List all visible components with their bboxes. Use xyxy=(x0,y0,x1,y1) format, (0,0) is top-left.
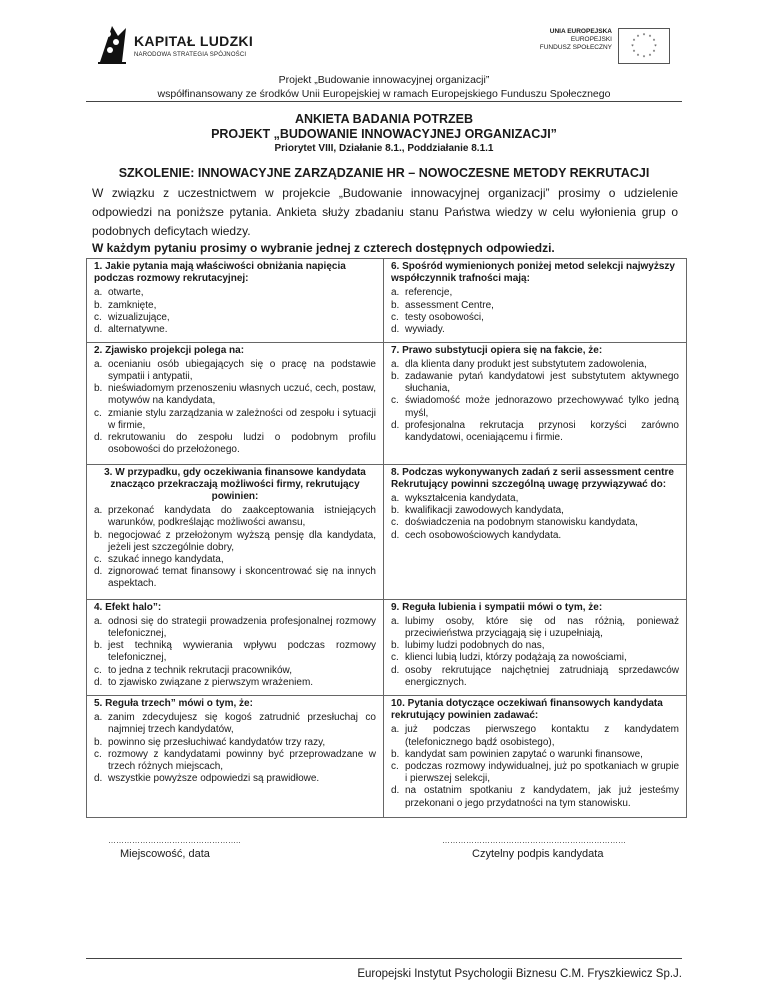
answer-option[interactable] xyxy=(94,566,376,590)
answer-text: już podczas pierwszego kontaktu z kandydatem (telefonicznego bądź osobistego), xyxy=(405,724,679,748)
eu-line2: EUROPEJSKI xyxy=(570,36,612,43)
answer-letter: a. xyxy=(94,358,103,370)
answer-letter: b. xyxy=(94,529,103,541)
answer-option[interactable] xyxy=(391,493,679,505)
question-cell xyxy=(384,342,687,464)
answer-letter: d. xyxy=(94,773,103,785)
answer-option[interactable] xyxy=(94,300,376,312)
answer-text: profesjonalna rekrutacja przynosi korzyści zarówno kandydatowi, oceniającemu i firmie. xyxy=(405,419,679,443)
table-row xyxy=(87,342,687,464)
answer-option[interactable] xyxy=(391,371,679,395)
answer-option[interactable] xyxy=(94,324,376,336)
answer-option[interactable] xyxy=(391,324,679,336)
answer-option[interactable] xyxy=(94,677,376,689)
question-cell xyxy=(87,599,384,695)
signature-label: Czytelny podpis kandydata xyxy=(472,848,604,860)
training-title: SZKOLENIE: INNOWACYJNE ZARZĄDZANIE HR – NOWOCZESNE METODY REKRUTACJI xyxy=(118,166,650,180)
bottom-divider xyxy=(86,958,682,959)
answer-letter: c. xyxy=(94,407,102,419)
answer-option[interactable] xyxy=(94,383,376,407)
answer-option[interactable] xyxy=(94,773,376,785)
answer-text: zadawanie pytań kandydatowi jest substytutem aktywnego słuchania, xyxy=(405,370,679,395)
answer-letter: b. xyxy=(391,748,400,760)
kapital-ludzki-subtitle: NARODOWA STRATEGIA SPÓJNOŚCI xyxy=(134,52,247,58)
answer-option[interactable] xyxy=(391,287,679,299)
answer-text: zanim zdecydujesz się kogoś zatrudnić przesłuchaj co najmniej trzech kandydatów, xyxy=(108,712,376,736)
question-cell xyxy=(384,599,687,695)
answer-option[interactable] xyxy=(391,749,679,761)
answer-option[interactable] xyxy=(94,749,376,773)
answer-text: jest techniką wywierania wpływu podczas rozmowy telefonicznej, xyxy=(108,640,376,664)
answer-letter: a. xyxy=(94,505,103,517)
answer-letter: a. xyxy=(391,358,400,370)
answer-text: osoby rekrutujące najchętniej zatrudniają sprzedawców energicznych. xyxy=(405,664,679,688)
answer-option[interactable] xyxy=(94,640,376,664)
question-cell xyxy=(384,464,687,599)
answer-text: kandydat sam powinien zapytać o warunki finansowe, xyxy=(405,748,643,760)
answer-text: wywiady. xyxy=(405,324,445,336)
answer-option[interactable] xyxy=(391,640,679,652)
answer-option[interactable] xyxy=(391,761,679,785)
answer-text: otwarte, xyxy=(108,287,144,299)
answer-options xyxy=(94,359,376,457)
answer-letter: d. xyxy=(94,566,103,578)
answer-letter: b. xyxy=(94,736,103,748)
answer-text: zmianie stylu zarządzania w zależności od zespołu i sytuacji w firmie, xyxy=(108,407,376,431)
answer-options xyxy=(94,616,376,689)
answer-option[interactable] xyxy=(391,652,679,664)
answer-text: to jedna z technik rekrutacji pracowników, xyxy=(108,664,292,676)
table-row xyxy=(87,695,687,817)
question-cell xyxy=(384,695,687,817)
answer-option[interactable] xyxy=(94,737,376,749)
answer-option[interactable] xyxy=(391,505,679,517)
answer-text: kwalifikacji zawodowych kandydata, xyxy=(405,505,564,517)
answer-option[interactable] xyxy=(391,665,679,689)
answer-text: świadomość może jednorazowo przechowywać tylko jedną myśl, xyxy=(405,395,679,419)
answer-option[interactable] xyxy=(94,665,376,677)
priority-line: Priorytet VIII, Działanie 8.1., Poddziałanie 8.1.1 xyxy=(274,143,494,154)
intro-instruction: W każdym pytaniu prosimy o wybranie jednej z czterech dostępnych odpowiedzi. xyxy=(92,241,555,255)
answer-text: podczas rozmowy indywidualnej, już po spotkaniach w grupie i pierwszej selekcji, xyxy=(405,760,679,785)
answer-letter: a. xyxy=(94,712,103,724)
kapital-ludzki-title: KAPITAŁ LUDZKI xyxy=(134,33,254,49)
eu-line1: UNIA EUROPEJSKA xyxy=(549,28,612,35)
answer-option[interactable] xyxy=(391,724,679,748)
question-cell xyxy=(384,259,687,343)
answer-letter: d. xyxy=(391,664,400,676)
answer-option[interactable] xyxy=(391,517,679,529)
question-text: 3. W przypadku, gdy oczekiwania finansowe kandydata znacząco przekraczają możliwości firmy, rekrutujący powinien: xyxy=(104,466,366,502)
svg-text:*: * xyxy=(632,38,636,45)
answer-text: to zjawisko związane z pierwszym wrażeniem. xyxy=(108,676,314,688)
answer-letter: d. xyxy=(94,431,103,443)
answer-text: ocenianiu osób ubiegających się o pracę na podstawie sympatii i antypatii, xyxy=(108,358,376,382)
question-text: 6. Spośród wymienionych poniżej metod selekcji najwyższy współczynnik trafności mają: xyxy=(391,261,675,285)
answer-option[interactable] xyxy=(391,420,679,444)
answer-text: zignorować temat finansowy i skoncentrować się na innych aspektach. xyxy=(108,566,376,590)
answer-text: assessment Centre, xyxy=(405,299,494,311)
answer-letter: c. xyxy=(94,748,102,760)
svg-text:*: * xyxy=(636,34,640,41)
question-cell xyxy=(87,464,384,599)
top-divider xyxy=(86,101,682,102)
svg-text:*: * xyxy=(654,44,657,50)
answer-option[interactable] xyxy=(94,505,376,529)
answer-text: cech osobowościowych kandydata. xyxy=(405,529,562,541)
svg-text:*: * xyxy=(652,49,656,56)
answer-letter: d. xyxy=(391,324,400,336)
question-text: 7. Prawo substytucji opiera się na fakcie, że: xyxy=(391,344,603,356)
answer-option[interactable] xyxy=(391,616,679,640)
answer-text: rekrutowaniu do zespołu ludzi o podobnym profilu osobowości do przełożonego. xyxy=(108,431,376,456)
answer-letter: c. xyxy=(391,760,399,772)
svg-text:*: * xyxy=(648,53,652,60)
answer-letter: d. xyxy=(391,419,400,431)
answer-option[interactable] xyxy=(94,712,376,736)
project-header xyxy=(0,73,768,101)
kapital-ludzki-emblem-icon xyxy=(96,22,130,66)
answer-text: wszystkie powyższe odpowiedzi są prawidłowe. xyxy=(108,773,320,785)
answer-letter: b. xyxy=(391,505,400,517)
answer-text: zamknięte, xyxy=(108,299,157,311)
answer-letter: b. xyxy=(94,383,103,395)
answer-letter: a. xyxy=(391,724,400,736)
answer-text: nieświadomym przenoszeniu własnych uczuć, cech, postaw, motywów na kandydata, xyxy=(108,383,376,407)
question-text: 4. Efekt halo”: xyxy=(94,601,162,613)
svg-text:*: * xyxy=(642,33,646,39)
answer-text: lubimy osoby, które się od nas różnią, ponieważ przeciwieństwa przyciągają się i uzupełniają, xyxy=(405,615,679,639)
answer-option[interactable] xyxy=(94,312,376,324)
answer-option[interactable] xyxy=(391,785,679,809)
answer-letter: b. xyxy=(391,640,400,652)
question-cell xyxy=(87,259,384,343)
answer-option[interactable] xyxy=(94,287,376,299)
answer-letter: d. xyxy=(94,324,103,336)
question-text: 2. Zjawisko projekcji polega na: xyxy=(94,344,245,356)
question-cell xyxy=(87,695,384,817)
answer-letter: c. xyxy=(94,311,102,323)
place-date-label: Miejscowość, data xyxy=(120,848,210,860)
answer-option[interactable] xyxy=(94,530,376,554)
answer-option[interactable] xyxy=(94,359,376,383)
answer-options xyxy=(94,712,376,785)
answer-letter: a. xyxy=(94,615,103,627)
intro-text: W związku z uczestnictwem w projekcie „Budowanie innowacyjnej organizacji” prosimy o udzielenie odpowiedzi na poniższe pytania. Ankieta służy zbadaniu stanu Państwa wiedzy w celu wyłonienia grup o podobnych deficytach wiedzy. xyxy=(92,186,678,238)
survey-title-line1: ANKIETA BADANIA POTRZEB xyxy=(294,112,473,126)
answer-letter: a. xyxy=(94,287,103,299)
kapital-ludzki-logo xyxy=(96,22,266,68)
answer-option[interactable] xyxy=(94,554,376,566)
svg-text:*: * xyxy=(631,44,634,50)
answer-text: lubimy ludzi podobnych do nas, xyxy=(405,640,545,652)
place-date-line: ………………………………………….. xyxy=(108,836,241,845)
eu-logo xyxy=(530,28,670,62)
question-text: 10. Pytania dotyczące oczekiwań finansowych kandydata rekrutujący powinien zadawać: xyxy=(391,697,663,722)
svg-text:*: * xyxy=(632,49,636,56)
question-text: 1. Jakie pytania mają właściwości obniżania napięcia podczas rozmowy rekrutacyjnej: xyxy=(94,261,346,285)
table-row xyxy=(87,259,687,343)
answer-text: dla klienta dany produkt jest substytutem zadowolenia, xyxy=(405,358,647,370)
answer-text: wykształcenia kandydata, xyxy=(405,492,519,504)
answer-option[interactable] xyxy=(94,616,376,640)
answer-option[interactable] xyxy=(391,312,679,324)
question-text: 9. Reguła lubienia i sympatii mówi o tym, że: xyxy=(391,601,603,613)
answer-text: wizualizujące, xyxy=(108,311,170,323)
question-text: 5. Reguła trzech” mówi o tym, że: xyxy=(94,697,253,709)
answer-options xyxy=(391,493,679,542)
answer-option[interactable] xyxy=(391,530,679,542)
answer-options xyxy=(94,287,376,336)
svg-text:*: * xyxy=(648,34,652,41)
table-row xyxy=(87,464,687,599)
answer-options xyxy=(391,724,679,809)
answer-letter: a. xyxy=(391,615,400,627)
answer-letter: c. xyxy=(391,311,399,323)
answer-text: rozmowy z kandydatami powinny być przeprowadzane w trzech różnych miejscach, xyxy=(108,748,376,772)
signature-line: …………………………………………………………… xyxy=(442,836,626,845)
answer-option[interactable] xyxy=(391,359,679,371)
project-header-line2: współfinansowany ze środków Unii Europejskiej w ramach Europejskiego Funduszu Społecznego xyxy=(157,88,611,100)
answer-letter: a. xyxy=(391,492,400,504)
answer-text: odnosi się do strategii prowadzenia profesjonalnej rozmowy telefonicznej, xyxy=(108,615,376,639)
project-header-line1: Projekt „Budowanie innowacyjnej organizacji” xyxy=(278,74,490,86)
answer-letter: d. xyxy=(391,529,400,541)
answer-letter: b. xyxy=(94,299,103,311)
questions-table xyxy=(86,258,687,818)
eu-line3: FUNDUSZ SPOŁECZNY xyxy=(539,44,612,51)
answer-option[interactable] xyxy=(391,395,679,419)
svg-text:*: * xyxy=(652,38,656,45)
answer-options xyxy=(391,287,679,336)
answer-letter: d. xyxy=(391,785,400,797)
answer-letter: b. xyxy=(94,640,103,652)
answer-text: na ostatnim spotkaniu z kandydatem, jak już jesteśmy przekonani o jego przydatności na tym stanowisku. xyxy=(405,785,679,809)
answer-text: przekonać kandydata do zaakceptowania istniejących warunków, podkreślając możliwości awansu, xyxy=(108,505,376,529)
answer-letter: c. xyxy=(391,652,399,664)
answer-option[interactable] xyxy=(94,408,376,432)
survey-title xyxy=(0,112,768,142)
answer-options xyxy=(94,505,376,590)
answer-text: alternatywne. xyxy=(108,324,168,336)
answer-letter: c. xyxy=(94,664,102,676)
answer-text: referencje, xyxy=(405,287,453,299)
answer-text: klienci lubią ludzi, którzy podążają za nowościami, xyxy=(405,652,627,664)
eu-flag-icon xyxy=(618,28,670,64)
survey-title-line2: PROJEKT „BUDOWANIE INNOWACYJNEJ ORGANIZACJI” xyxy=(211,127,557,141)
table-row xyxy=(87,599,687,695)
answer-letter: d. xyxy=(94,676,103,688)
answer-text: powinno się przesłuchiwać kandydatów trzy razy, xyxy=(108,736,326,748)
question-cell xyxy=(87,342,384,464)
answer-option[interactable] xyxy=(94,432,376,456)
answer-text: negocjować z przełożonym wyższą pensję dla kandydata, jeżeli jest szczególnie dobry, xyxy=(108,529,376,553)
svg-text:*: * xyxy=(642,55,646,61)
answer-letter: b. xyxy=(391,299,400,311)
answer-text: doświadczenia na podobnym stanowisku kandydata, xyxy=(405,517,638,529)
answer-letter: b. xyxy=(391,370,400,382)
question-text: 8. Podczas wykonywanych zadań z serii assessment centre Rekrutujący powinni szczególną uwagę przywiązywać do: xyxy=(391,466,674,490)
answer-text: testy osobowości, xyxy=(405,311,484,323)
footer-text: Europejski Instytut Psychologii Biznesu C.M. Fryszkiewicz Sp.J. xyxy=(357,968,682,980)
answer-letter: a. xyxy=(391,287,400,299)
answer-letter: c. xyxy=(391,395,399,407)
svg-text:*: * xyxy=(636,53,640,60)
answer-option[interactable] xyxy=(391,300,679,312)
answer-letter: c. xyxy=(391,517,399,529)
answer-options xyxy=(391,359,679,444)
answer-letter: c. xyxy=(94,554,102,565)
answer-text: szukać innego kandydata, xyxy=(108,554,224,565)
answer-options xyxy=(391,616,679,689)
